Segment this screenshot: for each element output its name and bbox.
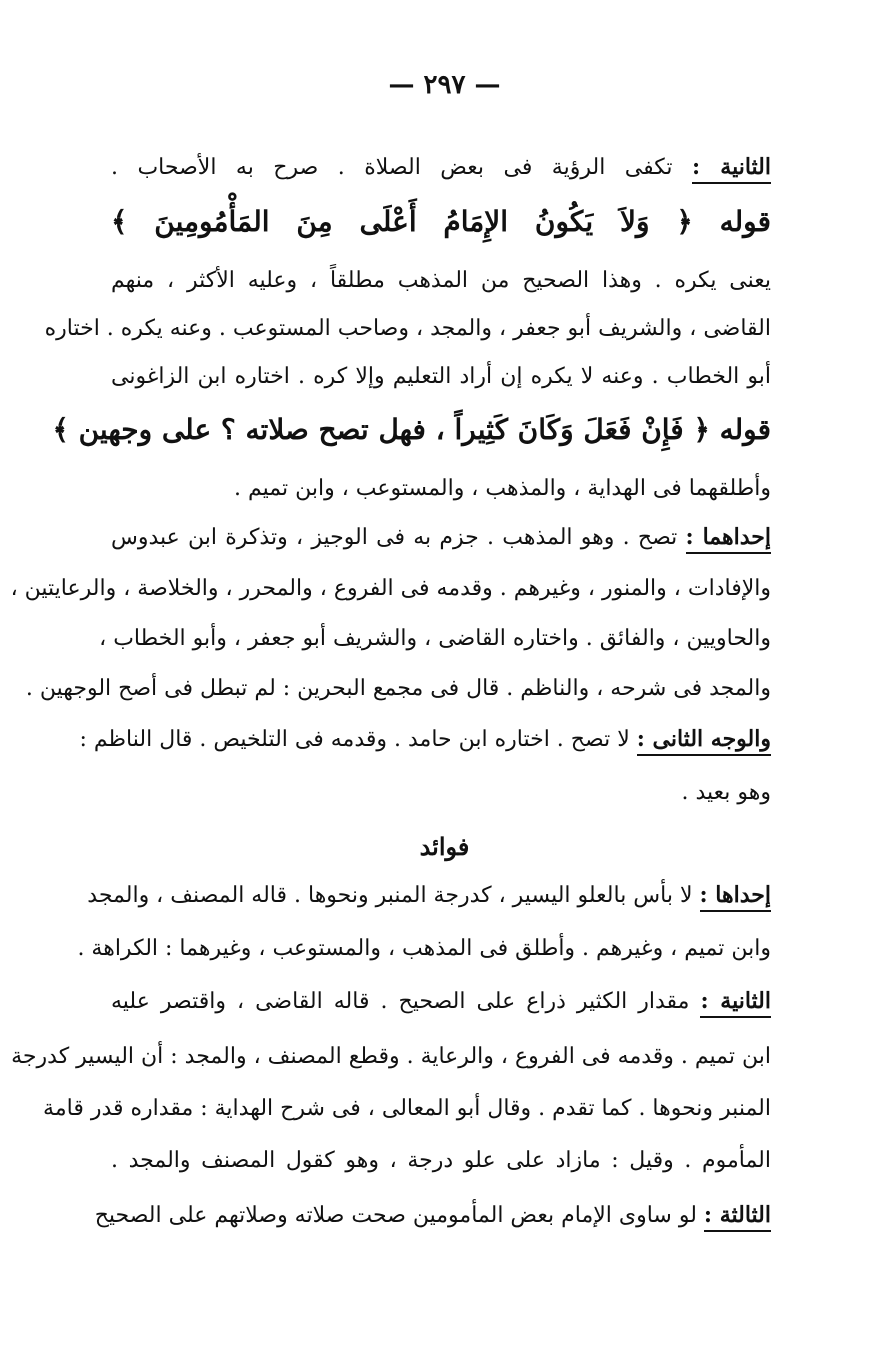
line-text: لا بأس بالعلو اليسير ، كدرجة المنبر ونحوها . قاله المصنف ، والمجد <box>87 883 700 908</box>
text-line-3: يعنى يكره . وهذا الصحيح من المذهب مطلقاً ، وعليه الأكثر ، منهم <box>111 268 771 293</box>
text-line-16 <box>111 986 771 1017</box>
text-line-13: وهو بعيد . <box>681 780 771 805</box>
text-line-7: وأطلقهما فى الهداية ، والمذهب ، والمستوعب ، وابن تميم . <box>234 476 771 501</box>
text-line-11: والمجد فى شرحه ، والناظم . قال فى مجمع البحرين : لم تبطل فى أصح الوجهين . <box>25 676 771 701</box>
text-line-5: أبو الخطاب . وعنه لا يكره إن أراد التعليم وإلا كره . اختاره ابن الزاغونى <box>111 364 771 389</box>
text-line-1 <box>111 152 771 183</box>
text-line-17: ابن تميم . وقدمه فى الفروع ، والرعاية . وقطع المصنف ، والمجد : أن اليسير كدرجة <box>11 1044 771 1069</box>
paragraph-lead: الثانية : <box>692 154 771 184</box>
text-line-12 <box>79 724 771 755</box>
quote-line-2: قوله ﴿ فَإِنْ فَعَلَ وَكَانَ كَثِيراً ، فهل تصح صلاته ؟ على وجهين ﴾ <box>52 413 771 446</box>
quote-line-1: قوله ﴿ وَلاَ يَكُونُ الإِمَامُ أَعْلَى مِنَ المَأْمُومِينَ ﴾ <box>111 205 771 238</box>
text-line-14 <box>87 880 771 911</box>
text-line-18: المنبر ونحوها . كما تقدم . وقال أبو المعالى ، فى شرح الهداية : مقداره قدر قامة <box>43 1096 771 1121</box>
paragraph-lead: الثالثة : <box>704 1202 771 1232</box>
text-line-8 <box>111 522 771 553</box>
text-line-20 <box>94 1200 771 1231</box>
text-line-19: المأموم . وقيل : مازاد على علو درجة ، وهو كقول المصنف والمجد . <box>111 1148 771 1173</box>
line-text: تصح . وهو المذهب . جزم به فى الوجيز ، وتذكرة ابن عبدوس <box>111 525 686 550</box>
line-text: لا تصح . اختاره ابن حامد . وقدمه فى التلخيص . قال الناظم : <box>79 727 637 752</box>
line-text: لو ساوى الإمام بعض المأمومين صحت صلاته وصلاتهم على الصحيح <box>94 1203 704 1228</box>
text-line-9: والإفادات ، والمنور ، وغيرهم . وقدمه فى الفروع ، والمحرر ، والخلاصة ، والرعايتين ، <box>10 576 771 601</box>
page-number: — ٢٩٧ — <box>388 70 501 100</box>
text-line-10: والحاويين ، والفائق . واختاره القاضى ، والشريف أبو جعفر ، وأبو الخطاب ، <box>99 626 771 651</box>
text-line-4: القاضى ، والشريف أبو جعفر ، والمجد ، وصاحب المستوعب . وعنه يكره . اختاره <box>44 316 771 341</box>
line-text: مقدار الكثير ذراع على الصحيح . قاله القاضى ، واقتصر عليه <box>111 989 701 1014</box>
paragraph-lead: الثانية : <box>700 988 771 1018</box>
paragraph-lead: والوجه الثانى : <box>637 726 771 756</box>
paragraph-lead: إحداها : <box>700 882 771 912</box>
paragraph-lead: إحداهما : <box>686 524 771 554</box>
line-text: تكفى الرؤية فى بعض الصلاة . صرح به الأصحاب . <box>111 155 693 180</box>
text-line-15: وابن تميم ، وغيرهم . وأطلق فى المذهب ، والمستوعب ، وغيرهما : الكراهة . <box>77 936 771 961</box>
section-heading: فوائد <box>419 832 470 861</box>
